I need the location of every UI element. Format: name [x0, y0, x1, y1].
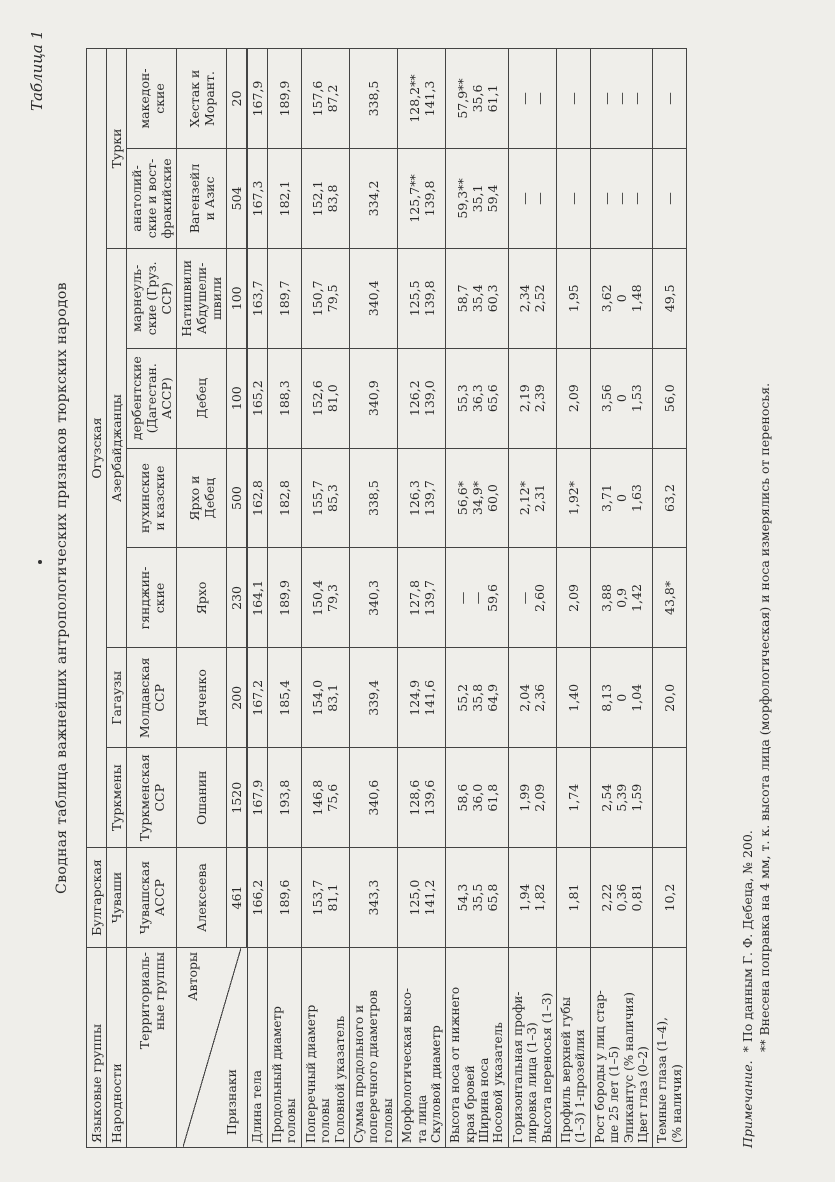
- value-cell: 340,6: [349, 748, 397, 848]
- anthropology-table: [86, 48, 687, 1148]
- table-row: [590, 49, 653, 1148]
- value-cell: —: [653, 149, 687, 249]
- value-cell: 1,95: [557, 248, 591, 348]
- value-cell: — —: [508, 149, 556, 249]
- value-cell: 152,1 83,8: [301, 149, 349, 249]
- territory-cell: Туркменская ССР: [127, 748, 177, 848]
- author-cell: Ошанин: [177, 748, 227, 848]
- authors-label: Авторы: [184, 952, 200, 1001]
- people-turkmen: Туркмены: [107, 748, 127, 848]
- value-cell: 3,88 0,9 1,42: [590, 548, 653, 648]
- rotated-page: [28, 28, 818, 1148]
- value-cell: 162,8: [247, 448, 268, 548]
- value-cell: 188,3: [268, 348, 302, 448]
- author-cell: Алексеева: [177, 848, 227, 948]
- table-number: Таблица 1: [28, 30, 46, 112]
- value-cell: 193,8: [268, 748, 302, 848]
- value-cell: 2,04 2,36: [508, 648, 556, 748]
- people-gagauz: Гагаузы: [107, 648, 127, 748]
- feature-cell: Высота носа от нижнего края бровей Ширина носа Носовой указатель: [446, 948, 509, 1148]
- value-cell: 164,1: [247, 548, 268, 648]
- feature-cell: Темные глаза (1–4), (% наличия): [653, 948, 687, 1148]
- value-cell: 185,4: [268, 648, 302, 748]
- table-row: [446, 49, 509, 1148]
- value-cell: 56,0: [653, 348, 687, 448]
- value-cell: 167,2: [247, 648, 268, 748]
- value-cell: 128,2** 141,3: [398, 49, 446, 149]
- value-cell: 128,6 139,6: [398, 748, 446, 848]
- value-cell: 1,99 2,09: [508, 748, 556, 848]
- territory-cell: нухинские и казские: [127, 448, 177, 548]
- value-cell: 3,71 0 1,63: [590, 448, 653, 548]
- value-cell: — — 59,6: [446, 548, 509, 648]
- value-cell: 1,94 1,82: [508, 848, 556, 948]
- sample-size-cell: 200: [227, 648, 248, 748]
- language-groups-label: Языковые группы: [87, 948, 107, 1148]
- author-cell: Вагензейл и Азис: [177, 149, 227, 249]
- value-cell: 182,1: [268, 149, 302, 249]
- value-cell: 150,7 79,5: [301, 248, 349, 348]
- value-cell: 189,7: [268, 248, 302, 348]
- territory-cell: дербентские (Дагестан. АССР): [127, 348, 177, 448]
- value-cell: 55,3 36,3 65,6: [446, 348, 509, 448]
- value-cell: 189,9: [268, 548, 302, 648]
- peoples-label: Народности: [107, 948, 127, 1148]
- value-cell: 165,2: [247, 348, 268, 448]
- value-cell: 1,40: [557, 648, 591, 748]
- value-cell: 56,6* 34,9* 60,0: [446, 448, 509, 548]
- author-cell: Ярхо: [177, 548, 227, 648]
- note-two: ** Внесена поправка на 4 мм, т. к. высота лица (морфологическая) и носа измерялись от переносья.: [756, 382, 772, 1052]
- value-cell: 126,2 139,0: [398, 348, 446, 448]
- feature-cell: Длина тела: [247, 948, 268, 1148]
- people-azerbaijani: Азербайджанцы: [107, 248, 127, 648]
- people-chuvash: Чуваши: [107, 848, 127, 948]
- value-cell: 167,9: [247, 748, 268, 848]
- value-cell: 1,74: [557, 748, 591, 848]
- value-cell: 334,2: [349, 149, 397, 249]
- territory-row: [127, 49, 177, 1148]
- value-cell: 1,92*: [557, 448, 591, 548]
- value-cell: 182,8: [268, 448, 302, 548]
- value-cell: — — —: [590, 149, 653, 249]
- value-cell: 54,3 35,5 65,8: [446, 848, 509, 948]
- sample-size-cell: 100: [227, 248, 248, 348]
- feature-cell: Продольный диаметр головы: [268, 948, 302, 1148]
- author-cell: Дяченко: [177, 648, 227, 748]
- value-cell: 63,2: [653, 448, 687, 548]
- value-cell: — —: [508, 49, 556, 149]
- group-oguz: Огузская: [87, 49, 107, 848]
- value-cell: 59,3** 35,1 59,4: [446, 149, 509, 249]
- feature-cell: Сумма продольного и поперечного диаметров головы: [349, 948, 397, 1148]
- table-row: [508, 49, 556, 1148]
- value-cell: 49,5: [653, 248, 687, 348]
- author-cell: Натишвили Абдушели- швили: [177, 248, 227, 348]
- value-cell: 338,5: [349, 49, 397, 149]
- value-cell: — 2,60: [508, 548, 556, 648]
- group-bulgar: Булгарская: [87, 848, 107, 948]
- value-cell: 20,0: [653, 648, 687, 748]
- territorial-label: Территориаль- ные группы: [127, 948, 177, 1148]
- feature-cell: Горизонтальная профи- лировка лица (1–3) Высота переносья (1–3): [508, 948, 556, 1148]
- sample-size-cell: 504: [227, 149, 248, 249]
- value-cell: 167,3: [247, 149, 268, 249]
- value-cell: 340,9: [349, 348, 397, 448]
- value-cell: 1,81: [557, 848, 591, 948]
- note-one: * По данным Г. Ф. Дебеца, № 200.: [740, 830, 755, 1053]
- value-cell: 8,13 0 1,04: [590, 648, 653, 748]
- value-cell: 343,3: [349, 848, 397, 948]
- value-cell: 2,09: [557, 348, 591, 448]
- author-cell: Дебец: [177, 348, 227, 448]
- table-body: [247, 49, 687, 1148]
- value-cell: 153,7 81,1: [301, 848, 349, 948]
- people-turks: Турки: [107, 49, 127, 249]
- value-cell: 163,7: [247, 248, 268, 348]
- sample-size-cell: 20: [227, 49, 248, 149]
- value-cell: 338,5: [349, 448, 397, 548]
- value-cell: 3,62 0 1,48: [590, 248, 653, 348]
- value-cell: — — —: [590, 49, 653, 149]
- value-cell: 125,5 139,8: [398, 248, 446, 348]
- value-cell: 157,6 87,2: [301, 49, 349, 149]
- sample-size-cell: 461: [227, 848, 248, 948]
- table-notes: [740, 383, 774, 1148]
- table-row: [349, 49, 397, 1148]
- table-row: [653, 49, 687, 1148]
- value-cell: 146,8 75,6: [301, 748, 349, 848]
- feature-cell: Поперечный диаметр головы Головной указатель: [301, 948, 349, 1148]
- value-cell: 2,12* 2,31: [508, 448, 556, 548]
- value-cell: 155,7 85,3: [301, 448, 349, 548]
- value-cell: 124,9 141,6: [398, 648, 446, 748]
- feature-cell: Профиль верхней губы (1–3) 1-прозейлия: [557, 948, 591, 1148]
- territory-cell: Молдавская ССР: [127, 648, 177, 748]
- table-row: [557, 49, 591, 1148]
- territory-cell: гянджин- ские: [127, 548, 177, 648]
- value-cell: 340,4: [349, 248, 397, 348]
- sample-size-cell: 230: [227, 548, 248, 648]
- authors-diagonal-cell: [177, 948, 248, 1148]
- value-cell: 55,2 35,8 64,9: [446, 648, 509, 748]
- value-cell: 58,7 35,4 60,3: [446, 248, 509, 348]
- territory-cell: анатолий- ские и вост- фракийские: [127, 149, 177, 249]
- value-cell: —: [557, 149, 591, 249]
- territory-cell: Чувашская АССР: [127, 848, 177, 948]
- notes-label: Примечание.: [740, 1060, 755, 1148]
- author-cell: Хестак и Морант.: [177, 49, 227, 149]
- value-cell: 58,6 36,0 61,8: [446, 748, 509, 848]
- author-cell: Ярхо и Дебец: [177, 448, 227, 548]
- value-cell: 189,9: [268, 49, 302, 149]
- value-cell: 125,7** 139,8: [398, 149, 446, 249]
- value-cell: 127,8 139,7: [398, 548, 446, 648]
- table-caption: Сводная таблица важнейших антропологических признаков тюркских народов: [54, 282, 70, 894]
- value-cell: 166,2: [247, 848, 268, 948]
- value-cell: 43,8*: [653, 548, 687, 648]
- table-row: [398, 49, 446, 1148]
- feature-cell: Рост бороды у лиц стар- ше 25 лет (1–5) Эпикантус (% наличия) Цвет глаз (0–2): [590, 948, 653, 1148]
- value-cell: 2,54 5,39 1,59: [590, 748, 653, 848]
- value-cell: 2,09: [557, 548, 591, 648]
- sample-size-cell: 1520: [227, 748, 248, 848]
- feature-cell: Морфологическая высо- та лица Скуловой диаметр: [398, 948, 446, 1148]
- value-cell: 2,19 2,39: [508, 348, 556, 448]
- table-row: [301, 49, 349, 1148]
- value-cell: 2,34 2,52: [508, 248, 556, 348]
- value-cell: [653, 748, 687, 848]
- table-row: [247, 49, 268, 1148]
- value-cell: 167,9: [247, 49, 268, 149]
- value-cell: 10,2: [653, 848, 687, 948]
- value-cell: 154,0 83,1: [301, 648, 349, 748]
- value-cell: 340,3: [349, 548, 397, 648]
- sample-size-cell: 100: [227, 348, 248, 448]
- value-cell: 152,6 81,0: [301, 348, 349, 448]
- value-cell: 126,3 139,7: [398, 448, 446, 548]
- sample-size-cell: 500: [227, 448, 248, 548]
- value-cell: 57,9** 35,6 61,1: [446, 49, 509, 149]
- territory-cell: македон- ские: [127, 49, 177, 149]
- table-row: [268, 49, 302, 1148]
- value-cell: 3,56 0 1,53: [590, 348, 653, 448]
- value-cell: 150,4 79,3: [301, 548, 349, 648]
- value-cell: 2,22 0,36 0,81: [590, 848, 653, 948]
- value-cell: —: [653, 49, 687, 149]
- author-row: [177, 49, 227, 1148]
- value-cell: 189,6: [268, 848, 302, 948]
- value-cell: 125,0 141,2: [398, 848, 446, 948]
- territory-cell: марнеуль- ские (Груз. ССР): [127, 248, 177, 348]
- value-cell: —: [557, 49, 591, 149]
- value-cell: 339,4: [349, 648, 397, 748]
- features-label: Признаки: [223, 1069, 239, 1135]
